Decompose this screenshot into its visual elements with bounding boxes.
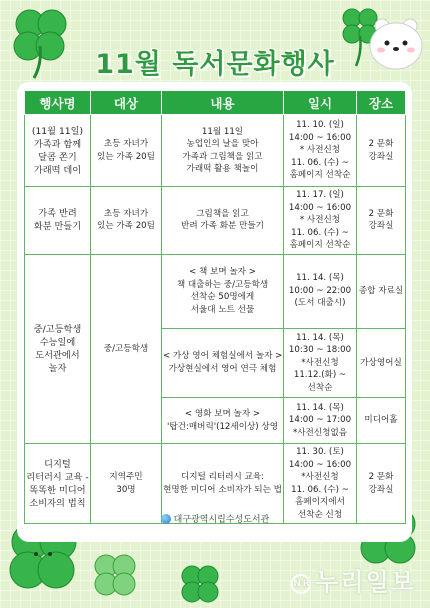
datetime-cell-line: 10:30 ~ 18:00 <box>288 345 352 355</box>
event-name-cell <box>25 115 91 187</box>
content-cell <box>162 187 284 255</box>
place-cell-line: 종합 자료실 <box>358 285 404 296</box>
target-cell-line: 있는 가족 20팀 <box>97 221 155 232</box>
content-cell-line: 서울대 노트 선물 <box>190 304 255 315</box>
header-content: 내용 <box>162 91 284 115</box>
target-cell-line: 있는 가족 20팀 <box>97 151 155 162</box>
event-name-cell-line: 화분 만들기 <box>33 221 82 233</box>
datetime-cell-line: 11. 06. (수) ~ <box>291 227 349 238</box>
place-cell <box>357 398 406 444</box>
datetime-cell-line: 14:00 ~ 16:00 <box>288 459 352 470</box>
datetime-cell <box>284 187 357 255</box>
place-cell <box>357 115 406 187</box>
content-cell-line: 선착순 50명에게 <box>190 292 255 302</box>
target-cell <box>91 115 162 187</box>
event-name-cell-line: 중/고등학생 <box>33 323 82 335</box>
datetime-cell <box>284 254 357 328</box>
table-row <box>25 254 406 328</box>
content-cell-line: 11월 11일 <box>201 126 244 137</box>
datetime-cell-line: 선착순 신청 <box>297 509 343 520</box>
datetime-cell-line: 14:00 ~ 16:00 <box>288 202 352 213</box>
datetime-cell-line: 11.12.(화) ~ <box>293 370 347 380</box>
datetime-cell-line: * 사전신청 <box>299 215 341 225</box>
datetime-cell-line: 11. 14. (목) <box>296 402 344 413</box>
datetime-cell-line: 11. 06. (수) ~ <box>291 484 349 495</box>
datetime-cell <box>284 398 357 444</box>
watermark-text: 누리일보 <box>315 568 416 596</box>
place-cell-line: 강좌실 <box>368 221 394 232</box>
watermark <box>291 562 416 597</box>
content-cell <box>162 328 284 398</box>
datetime-cell-line: 14:00 ~ 17:00 <box>288 415 352 426</box>
datetime-cell-line: 11. 14. (목) <box>296 332 344 343</box>
content-cell-line: < 가상 영어 체험실에서 놀자 > <box>163 351 283 362</box>
target-cell-line: 30명 <box>116 484 136 495</box>
datetime-cell-line: 11. 30. (토) <box>296 447 344 457</box>
datetime-cell-line: 11. 17. (일) <box>296 190 344 200</box>
datetime-cell-line: 홈페이지 선착순 <box>289 170 351 181</box>
place-cell-line: 2 문화 <box>368 472 394 482</box>
content-cell-line: 농업인의 날을 맞아 <box>186 139 259 149</box>
place-cell <box>357 254 406 328</box>
event-name-cell-line: 똑똑한 미디어 <box>29 484 86 496</box>
datetime-cell-line: 홈페이지에서 <box>295 497 345 507</box>
content-cell <box>162 398 284 444</box>
event-name-cell-line: 도서관에서 <box>35 349 80 361</box>
clover-icon <box>88 548 144 608</box>
place-cell-line: 2 문화 <box>368 139 394 149</box>
datetime-cell <box>284 115 357 187</box>
content-cell-line: '탑건:매버릭'(12세이상) 상영 <box>166 421 278 432</box>
datetime-cell-line: *사전신청 <box>301 472 339 482</box>
content-cell-line: < 책 보며 놀자 > <box>189 267 256 277</box>
header-event-name: 행사명 <box>25 91 91 115</box>
library-name: 대구광역시립수성도서관 <box>173 515 270 525</box>
datetime-cell-line: 14:00 ~ 16:00 <box>288 132 352 143</box>
event-name-cell-line: 놀자 <box>48 362 67 374</box>
library-footer <box>0 512 430 525</box>
datetime-cell-line: (도서 대출시) <box>294 298 346 309</box>
place-cell-line: 2 문화 <box>368 208 394 219</box>
content-cell <box>162 115 284 187</box>
watermark-badge: NR <box>291 574 311 594</box>
event-name-cell <box>25 254 91 444</box>
event-name-cell-line: 디지털 <box>44 458 71 470</box>
datetime-cell-line: 11. 10. (일) <box>296 120 344 131</box>
header-place: 장소 <box>357 91 406 115</box>
place-cell-line: 강좌실 <box>368 151 394 162</box>
header-target: 대상 <box>91 91 162 115</box>
datetime-cell-line: 선착순 <box>307 382 333 393</box>
library-logo-icon <box>161 514 171 524</box>
datetime-cell-line: 11. 14. (목) <box>296 273 344 284</box>
event-name-cell-line: 가족과 함께 <box>33 138 82 150</box>
place-cell <box>357 187 406 255</box>
content-cell-line: 디지털 리터러시 교육: <box>180 472 265 482</box>
content-cell-line: 가족과 그림책을 읽고 <box>182 151 263 162</box>
event-table-card <box>17 82 412 542</box>
table-row <box>25 187 406 255</box>
place-cell-line: 미디어홀 <box>364 415 398 426</box>
event-name-cell-line: (11월 11일) <box>31 125 84 137</box>
content-cell-line: 책 대출하는 중/고등학생 <box>176 279 269 290</box>
event-name-cell-line: 달콤 쫀기 <box>38 151 77 163</box>
page-title: 11월 독서문화행사 <box>95 49 335 80</box>
target-cell <box>91 254 162 444</box>
datetime-cell-line: *사전신청없음 <box>292 427 348 438</box>
datetime-cell-line: 10:00 ~ 22:00 <box>288 285 352 296</box>
target-cell-line: 중/고등학생 <box>103 343 149 354</box>
content-cell-line: 그림책을 읽고 <box>196 208 249 219</box>
datetime-cell-line: 11. 06. (수) ~ <box>291 157 349 168</box>
event-table <box>24 90 406 524</box>
event-name-cell-line: 가족 반려 <box>38 208 77 220</box>
clover-icon <box>176 560 226 608</box>
content-cell-line: 가래떡 활용 책놀이 <box>186 164 259 174</box>
target-cell-line: 지역주민 <box>109 472 143 482</box>
content-cell-line: 가상현실에서 영어 연극 체험 <box>168 363 277 374</box>
table-header-row <box>25 91 406 115</box>
target-cell-line: 초등 자녀가 <box>103 139 149 149</box>
header-datetime: 일시 <box>284 91 357 115</box>
datetime-cell-line: * 사전신청 <box>299 145 341 156</box>
place-cell-line: 강좌실 <box>368 484 394 495</box>
datetime-cell <box>284 328 357 398</box>
place-cell-line: 가상영어실 <box>360 357 402 368</box>
target-cell-line: 초등 자녀가 <box>103 208 149 219</box>
table-row <box>25 115 406 187</box>
content-cell-line: 반려 가족 화분 만들기 <box>181 221 264 232</box>
event-name-cell-line: 수능일에 <box>39 336 76 348</box>
event-name-cell-line: 소비자의 법칙 <box>29 497 86 509</box>
datetime-cell-line: 홈페이지 선착순 <box>289 240 351 250</box>
content-cell <box>162 254 284 328</box>
target-cell <box>91 187 162 255</box>
datetime-cell-line: *사전신청 <box>301 357 339 368</box>
content-cell-line: 현명한 미디어 소비자가 되는 법 <box>163 484 282 495</box>
event-name-cell-line: 가래떡 데이 <box>33 164 82 176</box>
place-cell <box>357 328 406 398</box>
event-name-cell-line: 리터러시 교육 - <box>26 471 89 483</box>
content-cell-line: < 영화 보며 놀자 > <box>184 409 261 419</box>
event-name-cell <box>25 187 91 255</box>
